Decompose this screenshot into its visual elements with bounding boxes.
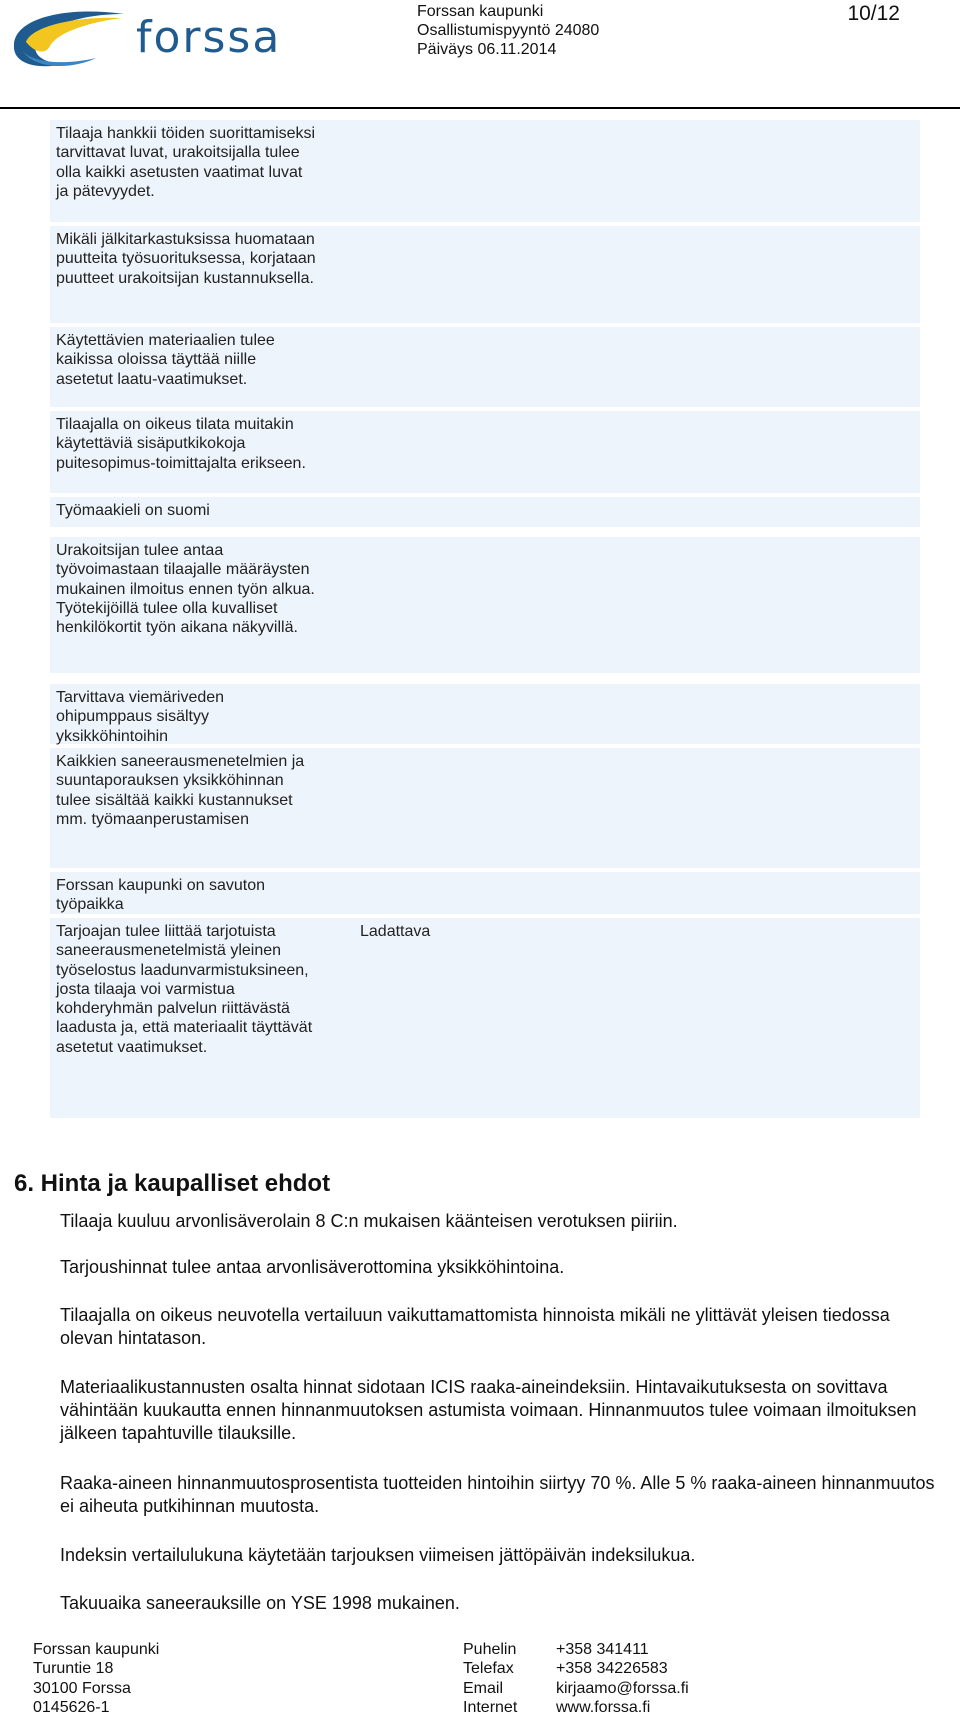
logo-wordmark: forssa <box>136 12 282 63</box>
table-row <box>50 872 920 916</box>
requirement-text: Tarvittava viemäriveden ohipumppaus sisältyy yksikköhintoihin <box>56 689 225 745</box>
paragraph: Materiaalikustannusten osalta hinnat sidotaan ICIS raaka-aineindeksiin. Hintavaikutuksesta on sovittava vähintään kuukautta ennen hinnanmuutoksen astumista voimaan. Hinnanmuutos tulee voimaan ilmoituksen jälkeen tapahtuville tilauksille. <box>60 1377 917 1443</box>
requirement-text: Mikäli jälkitarkastuksissa huomataan puutteita työsuorituksessa, korjataan puutteet urakoitsijan kustannuksella. <box>56 231 316 287</box>
requirement-text: Käytettävien materiaalien tulee kaikissa oloissa täyttää niille asetetut laatu-vaatimukset. <box>56 332 275 388</box>
footer-fax: +358 34226583 <box>556 1660 668 1678</box>
paragraph: Takuuaika saneerauksille on YSE 1998 mukainen. <box>60 1593 460 1613</box>
paragraph: Tilaaja kuuluu arvonlisäverolain 8 C:n mukaisen käänteisen verotuksen piiriin. <box>60 1211 678 1231</box>
paragraph: Indeksin vertailulukuna käytetään tarjouksen viimeisen jättöpäivän indeksilukua. <box>60 1545 696 1565</box>
footer-label: Telefax <box>463 1660 514 1678</box>
footer-org: Forssan kaupunki <box>33 1641 160 1658</box>
requirement-text: Kaikkien saneerausmenetelmien ja suuntaporauksen yksikköhinnan tulee sisältää kaikki kustannukset mm. työmaanperustamisen <box>56 753 305 828</box>
footer-label: Puhelin <box>463 1641 517 1658</box>
paragraph: Tilaajalla on oikeus neuvotella vertailuun vaikuttamattomista hinnoista mikäli ne ylittävät yleisen tiedossa olevan hintatason. <box>60 1305 890 1348</box>
header-org: Forssan kaupunki <box>417 3 544 20</box>
logo-swoosh-icon <box>6 4 136 74</box>
footer-street: Turuntie 18 <box>33 1660 114 1678</box>
footer-label: Email <box>463 1679 504 1697</box>
table-row <box>50 411 920 495</box>
requirement-status: Ladattava <box>360 923 431 940</box>
table-row <box>50 918 920 1120</box>
footer-values <box>556 1640 689 1717</box>
footer-city: 30100 Forssa <box>33 1679 131 1697</box>
page-number: 10/12 <box>847 2 900 25</box>
header-request: Osallistumispyyntö 24080 <box>417 22 600 39</box>
footer-email: kirjaamo@forssa.fi <box>556 1679 689 1697</box>
table-row <box>50 748 920 870</box>
requirement-text: Urakoitsijan tulee antaa työvoimastaan tilaajalle määräysten mukainen ilmoitus ennen työn alkua. Työtekijöillä tulee olla kuvalliset henkilökortit työn aikana näkyvillä. <box>56 542 315 637</box>
table-row <box>50 327 920 409</box>
table-row <box>50 120 920 224</box>
table-row <box>50 226 920 325</box>
paragraph: Tarjoushinnat tulee antaa arvonlisäverottomina yksikköhintoina. <box>60 1257 565 1277</box>
header-date: Päiväys 06.11.2014 <box>417 41 557 58</box>
footer-label: Internet <box>463 1698 518 1716</box>
table-row <box>50 684 920 746</box>
requirement-text: Tilaajalla on oikeus tilata muitakin käytettäviä sisäputkikokoja puitesopimus-toimittajalta erikseen. <box>56 416 306 472</box>
header-info <box>417 2 599 59</box>
footer-business-id: 0145626-1 <box>33 1698 110 1716</box>
requirement-text: Työmaakieli on suomi <box>56 502 210 519</box>
requirement-text: Forssan kaupunki on savuton työpaikka <box>56 877 266 914</box>
footer-website: www.forssa.fi <box>556 1698 651 1716</box>
section-heading: 6. Hinta ja kaupalliset ehdot <box>14 1170 331 1197</box>
requirement-text: Tilaaja hankkii töiden suorittamiseksi tarvittavat luvat, urakoitsijalla tulee olla kaikki asetusten vaatimat luvat ja pätevyydet. <box>56 125 316 200</box>
requirement-text: Tarjoajan tulee liittää tarjotuista saneerausmenetelmistä yleinen työselostus laadunvarmistuksineen, josta tilaaja voi varmistua kohderyhmän palvelun riittävästä laadusta ja, että materiaalit täyttävät asetetut vaatimukset. <box>56 923 313 1056</box>
footer-labels <box>463 1640 517 1717</box>
table-row <box>50 537 920 675</box>
header-divider <box>0 107 960 109</box>
footer-phone: +358 341411 <box>556 1641 649 1658</box>
footer-address <box>33 1640 159 1717</box>
paragraph: Raaka-aineen hinnanmuutosprosentista tuotteiden hintoihin siirtyy 70 %. Alle 5 % raaka-aineen hinnanmuutos ei aiheuta putkihinnan muutosta. <box>60 1473 935 1516</box>
forssa-logo <box>6 4 296 74</box>
table-row <box>50 497 920 529</box>
